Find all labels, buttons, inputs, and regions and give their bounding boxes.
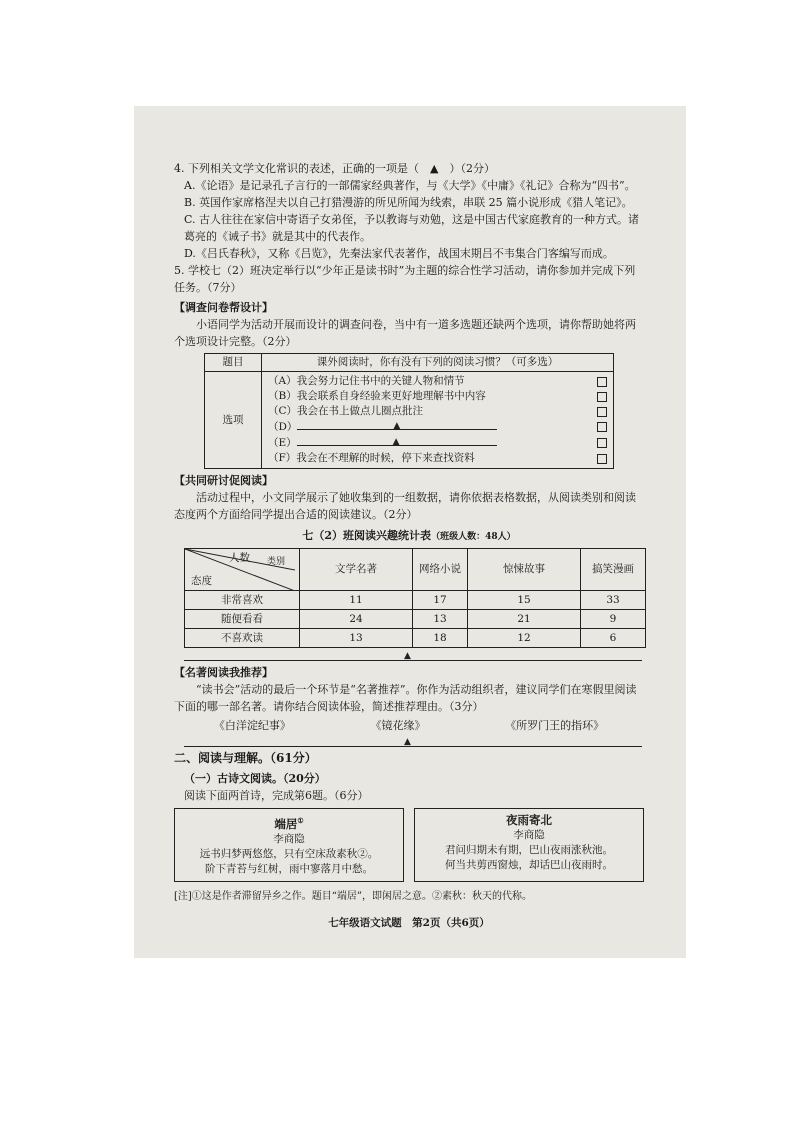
col-header: 惊悚故事 bbox=[468, 549, 581, 591]
q5-part2-heading: 【共同研讨促阅读】 bbox=[174, 474, 273, 487]
stats-table bbox=[184, 548, 646, 648]
q5-part1-text: 小语同学为活动开展而设计的调查问卷，当中有一道多选题还缺两个选项，请你帮助她将两个选项设计完整。（2分） bbox=[174, 318, 636, 348]
exam-paper bbox=[134, 106, 686, 958]
poem-author: 李商隐 bbox=[273, 832, 305, 845]
table-cell: 18 bbox=[413, 629, 468, 648]
survey-options-label: 选项 bbox=[205, 372, 262, 469]
poem-author: 李商隐 bbox=[513, 829, 545, 841]
book-item: 《所罗门王的指环》 bbox=[505, 719, 605, 732]
poem-line: 何当共剪西窗烛，却话巴山夜雨时。 bbox=[445, 859, 613, 871]
survey-topic-label: 题目 bbox=[205, 354, 262, 372]
q4-option-b: B. 英国作家席格涅夫以自己打猎漫游的所见所闻为线索，串联 25 篇小说形成《猎人笔记》。 bbox=[184, 196, 633, 209]
poem-note: [注]①这是作者滞留异乡之作。题目“端居”，即闲居之意。②素秋：秋天的代称。 bbox=[174, 890, 533, 902]
page-content bbox=[174, 160, 644, 932]
poem-line: 远书归梦两悠悠，只有空床敌素秋②。 bbox=[199, 847, 379, 860]
poem-title: 夜雨寄北 bbox=[506, 813, 552, 827]
col-header: 网络小说 bbox=[413, 549, 468, 591]
table-cell: 13 bbox=[413, 610, 468, 629]
q5-part2-text: 活动过程中，小文同学展示了她收集到的一组数据，请你依据表格数据，从阅读类别和阅读态度两个方面给同学提出合适的阅读建议。（2分） bbox=[174, 491, 636, 521]
stats-table-caption bbox=[174, 527, 644, 546]
triangle-icon: ▲ bbox=[393, 421, 401, 431]
row-label: 非常喜欢 bbox=[185, 591, 300, 610]
checkbox-icon[interactable] bbox=[597, 438, 607, 448]
page-footer: 七年级语文试题 第2页（共6页） bbox=[328, 916, 490, 929]
table-row bbox=[185, 629, 646, 648]
col-header: 文学名著 bbox=[300, 549, 413, 591]
checkbox-icon[interactable] bbox=[597, 422, 607, 432]
survey-option-d: （D） ▲ bbox=[268, 419, 607, 435]
table-row bbox=[185, 591, 646, 610]
poem-line: 阶下青苔与红树，雨中寥落月中愁。 bbox=[205, 862, 373, 875]
table-cell: 24 bbox=[300, 610, 413, 629]
table-cell: 6 bbox=[581, 629, 646, 648]
corner-category: 类别 bbox=[267, 557, 286, 567]
survey-option-e: （E） ▲ bbox=[268, 435, 607, 451]
table-cell: 12 bbox=[468, 629, 581, 648]
section2-heading: 二、阅读与理解。（61分） bbox=[174, 751, 317, 765]
table-cell: 11 bbox=[300, 591, 413, 610]
section2-sub: （一）古诗文阅读。（20分） bbox=[184, 772, 326, 785]
checkbox-icon[interactable] bbox=[597, 407, 607, 417]
row-label: 随便看看 bbox=[185, 610, 300, 629]
row-label: 不喜欢读 bbox=[185, 629, 300, 648]
stats-table-note: （班级人数：48人） bbox=[431, 532, 516, 542]
table-cell: 15 bbox=[468, 591, 581, 610]
q4-option-d: D.《吕氏春秋》，又称《吕览》，先秦法家代表著作，战国末期吕不韦集合门客编写而成。 bbox=[184, 247, 614, 260]
poem-box bbox=[414, 808, 644, 882]
q4-option-a: A.《论语》是记录孔子言行的一部儒家经典著作，与《大学》《中庸》《礼记》合称为“四书”。 bbox=[184, 179, 636, 192]
poem-line: 君问归期未有期，巴山夜雨涨秋池。 bbox=[445, 844, 613, 856]
triangle-icon: ▲ bbox=[404, 737, 411, 747]
book-item: 《白洋淀纪事》 bbox=[213, 719, 291, 732]
col-header: 搞笑漫画 bbox=[581, 549, 646, 591]
section2-instruction: 阅读下面两首诗，完成第6题。（6分） bbox=[184, 789, 369, 802]
poem-title: 端居① bbox=[274, 816, 304, 831]
triangle-icon: ▲ bbox=[392, 437, 400, 447]
answer-line[interactable] bbox=[184, 736, 642, 747]
answer-blank[interactable] bbox=[297, 419, 497, 430]
table-cell: 17 bbox=[413, 591, 468, 610]
table-cell: 13 bbox=[300, 629, 413, 648]
triangle-icon: ▲ bbox=[404, 651, 411, 661]
corner-people: 人数 bbox=[229, 552, 250, 564]
table-cell: 21 bbox=[468, 610, 581, 629]
table-cell: 9 bbox=[581, 610, 646, 629]
corner-attitude: 态度 bbox=[191, 575, 212, 587]
poem-box bbox=[174, 808, 404, 882]
answer-line[interactable] bbox=[184, 650, 642, 661]
checkbox-icon[interactable] bbox=[597, 377, 607, 387]
survey-option-a: （A）我会努力记住书中的关键人物和情节 bbox=[268, 374, 607, 389]
q5-part1-heading: 【调查问卷帮设计】 bbox=[174, 301, 273, 314]
answer-blank[interactable] bbox=[297, 435, 497, 446]
survey-topic: 课外阅读时，你有没有下列的阅读习惯？（可多选） bbox=[262, 354, 614, 372]
poem-boxes bbox=[174, 808, 644, 882]
checkbox-icon[interactable] bbox=[597, 454, 607, 464]
survey-option-f: （F）我会在不理解的时候，停下来查找资料 bbox=[268, 451, 607, 466]
survey-option-c: （C）我会在书上做点儿圈点批注 bbox=[268, 404, 607, 419]
q5-part3-heading: 【名著阅读我推荐】 bbox=[174, 666, 273, 679]
table-row bbox=[185, 610, 646, 629]
survey-option-b: （B）我会联系自身经验来更好地理解书中内容 bbox=[268, 389, 607, 404]
survey-table bbox=[204, 353, 614, 469]
q5-part3-text: “读书会”活动的最后一个环节是“名著推荐”。你作为活动组织者，建议同学们在寒假里阅读下面的哪一部名著。请你结合阅读体验，简述推荐理由。（3分） bbox=[174, 683, 637, 713]
q5-stem: 5. 学校七（2）班决定举行以“少年正是读书时”为主题的综合性学习活动，请你参加并完成下列任务。（7分） bbox=[174, 264, 636, 294]
table-corner-cell bbox=[185, 549, 300, 591]
book-list bbox=[174, 717, 644, 734]
book-item: 《镜花缘》 bbox=[370, 719, 426, 732]
table-cell: 33 bbox=[581, 591, 646, 610]
stats-table-title: 七（2）班阅读兴趣统计表 bbox=[302, 529, 432, 542]
q4-stem: 4. 下列相关文学文化常识的表述，正确的一项是（ ▲ ）（2分） bbox=[174, 162, 495, 175]
q4-option-c: C. 古人往往在家信中寄语子女弟侄，予以教诲与劝勉，这是中国古代家庭教育的一种方式。诸葛亮的《诫子书》就是其中的代表作。 bbox=[184, 213, 640, 243]
checkbox-icon[interactable] bbox=[597, 392, 607, 402]
